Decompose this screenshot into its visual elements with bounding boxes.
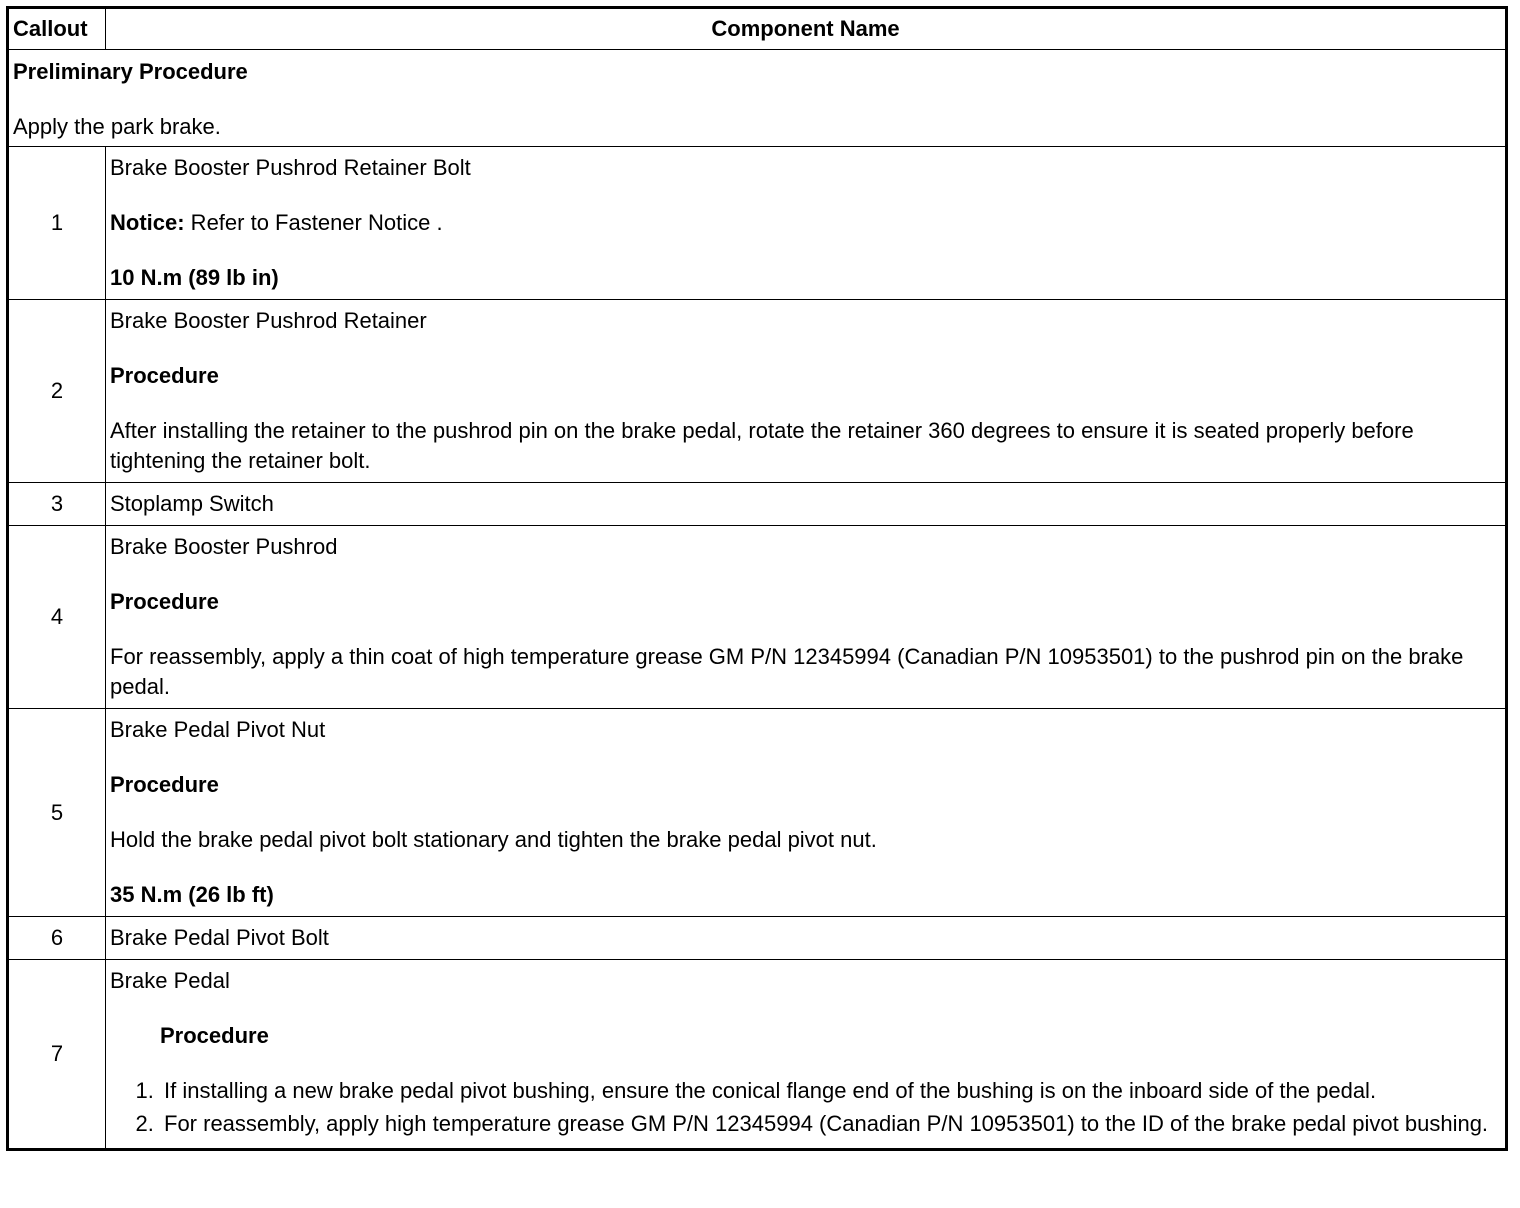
component-cell xyxy=(106,147,1507,300)
procedure-steps xyxy=(110,1076,1495,1139)
procedure-label: Procedure xyxy=(110,589,219,614)
preliminary-text: Apply the park brake. xyxy=(13,114,221,139)
component-cell xyxy=(106,917,1507,960)
procedure-text: Hold the brake pedal pivot bolt stationary and tighten the brake pedal pivot nut. xyxy=(110,827,877,852)
callout-number: 2 xyxy=(8,300,106,483)
callout-number: 1 xyxy=(8,147,106,300)
preliminary-cell xyxy=(8,50,1507,147)
preliminary-title: Preliminary Procedure xyxy=(13,59,248,84)
procedure-step: 2. For reassembly, apply high temperature grease GM P/N 12345994 (Canadian P/N 10953501) to the ID of the brake pedal pivot bushing. xyxy=(160,1109,1495,1139)
table-row xyxy=(8,917,1507,960)
procedure-text: For reassembly, apply a thin coat of high temperature grease GM P/N 12345994 (Canadian P/N 10953501) to the pushrod pin on the brake pedal. xyxy=(110,644,1464,699)
callout-number: 4 xyxy=(8,526,106,709)
table-row xyxy=(8,483,1507,526)
callout-number: 6 xyxy=(8,917,106,960)
component-name: Brake Booster Pushrod xyxy=(110,534,338,559)
table-row xyxy=(8,147,1507,300)
component-name-header: Component Name xyxy=(106,8,1507,50)
component-cell xyxy=(106,709,1507,917)
table-row xyxy=(8,526,1507,709)
table-row xyxy=(8,960,1507,1150)
callout-number: 3 xyxy=(8,483,106,526)
component-name: Stoplamp Switch xyxy=(110,491,274,516)
preliminary-row xyxy=(8,50,1507,147)
procedure-label: Procedure xyxy=(110,772,219,797)
component-cell xyxy=(106,526,1507,709)
procedure-label: Procedure xyxy=(160,1023,269,1048)
component-name: Brake Pedal Pivot Nut xyxy=(110,717,326,742)
procedure-step: 1. If installing a new brake pedal pivot bushing, ensure the conical flange end of the bushing is on the inboard side of the pedal. xyxy=(160,1076,1495,1106)
component-name: Brake Pedal Pivot Bolt xyxy=(110,925,329,950)
component-table xyxy=(6,6,1508,1151)
callout-number: 7 xyxy=(8,960,106,1150)
component-name: Brake Booster Pushrod Retainer xyxy=(110,308,427,333)
callout-number: 5 xyxy=(8,709,106,917)
torque-spec: 35 N.m (26 lb ft) xyxy=(110,882,274,907)
table-row xyxy=(8,300,1507,483)
procedure-label: Procedure xyxy=(110,363,219,388)
torque-spec: 10 N.m (89 lb in) xyxy=(110,265,279,290)
component-name: Brake Booster Pushrod Retainer Bolt xyxy=(110,155,471,180)
component-cell xyxy=(106,960,1507,1150)
component-cell xyxy=(106,300,1507,483)
component-cell xyxy=(106,483,1507,526)
callout-header: Callout xyxy=(8,8,106,50)
notice-label: Notice: xyxy=(110,210,185,235)
notice xyxy=(110,208,1495,238)
procedure-text: After installing the retainer to the pushrod pin on the brake pedal, rotate the retainer 360 degrees to ensure it is seated properly before tightening the retainer bolt. xyxy=(110,418,1414,473)
header-row xyxy=(8,8,1507,50)
table-row xyxy=(8,709,1507,917)
component-name: Brake Pedal xyxy=(110,968,230,993)
notice-text: Refer to Fastener Notice . xyxy=(184,210,443,235)
